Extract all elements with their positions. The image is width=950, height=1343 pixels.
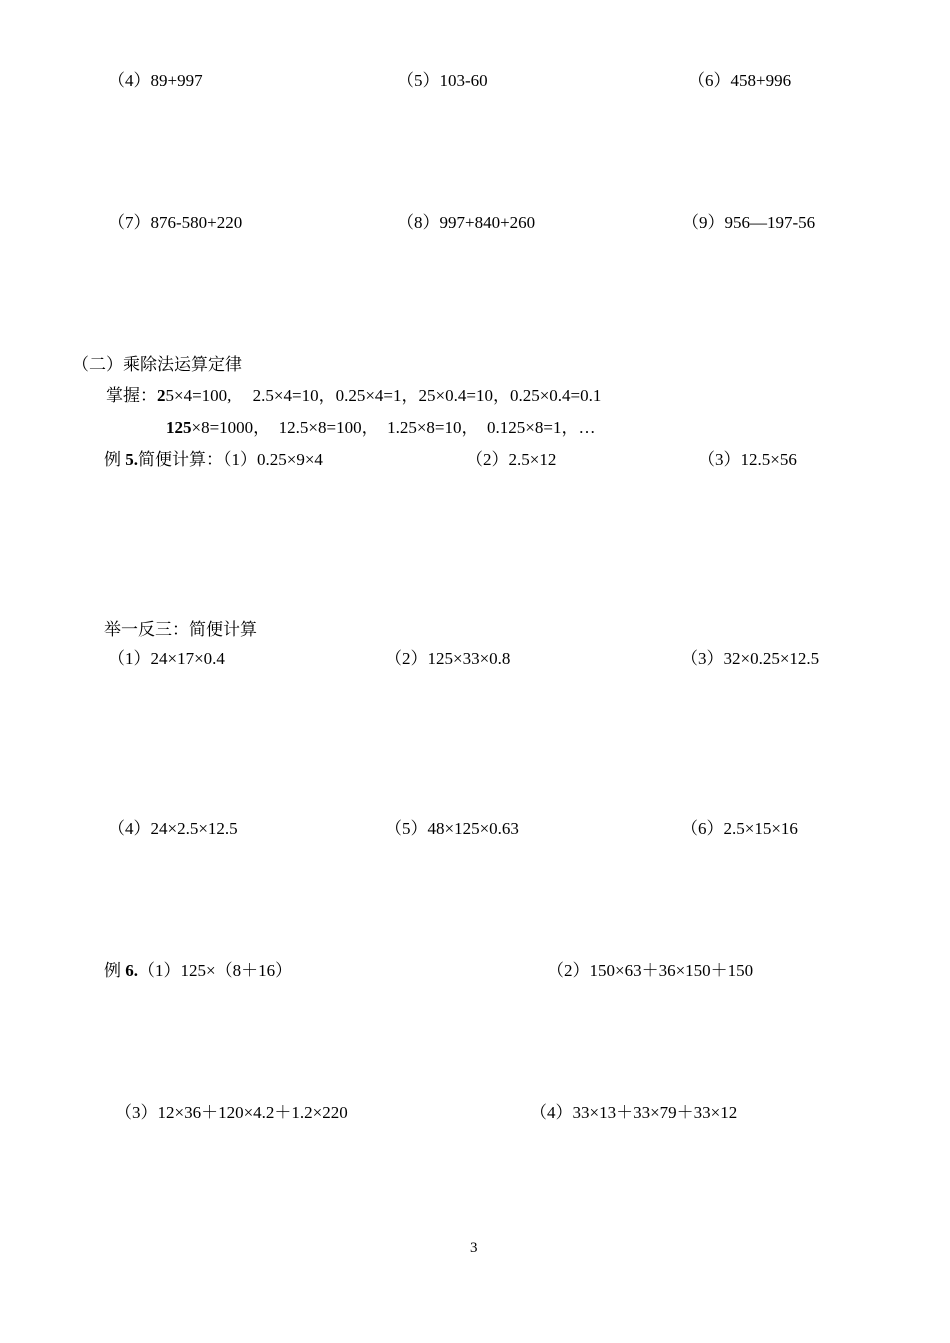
practice-problem-4: （4）24×2.5×12.5 bbox=[108, 819, 238, 838]
example-5-number: 5. bbox=[125, 450, 138, 469]
practice-problem-1: （1）24×17×0.4 bbox=[108, 649, 225, 668]
example-5-prefix: 例 bbox=[104, 450, 126, 469]
mastery-label: 掌握： bbox=[106, 386, 157, 405]
mastery-line-2-text: ×8=1000， 12.5×8=100， 1.25×8=10， 0.125×8=1，… bbox=[191, 418, 596, 437]
practice-problem-3: （3）32×0.25×12.5 bbox=[681, 649, 820, 668]
example-5-text: 简便计算：（1）0.25×9×4 bbox=[138, 450, 323, 469]
problem-9: （9）956—197-56 bbox=[682, 213, 816, 232]
problem-5: （5）103-60 bbox=[397, 71, 488, 90]
practice-problem-2: （2）125×33×0.8 bbox=[385, 649, 511, 668]
page-number: 3 bbox=[470, 1240, 478, 1256]
problem-8: （8）997+840+260 bbox=[397, 213, 536, 232]
mastery-line-2-bold: 125 bbox=[166, 418, 192, 437]
example-6-text: （1）125×（8＋16） bbox=[138, 961, 293, 980]
mastery-line-1-bold: 2 bbox=[157, 386, 166, 405]
example-6-problem-2: （2）150×63＋36×150＋150 bbox=[547, 961, 754, 980]
example-5-problem-2: （2）2.5×12 bbox=[466, 450, 557, 469]
problem-7: （7）876-580+220 bbox=[108, 213, 243, 232]
mastery-line-1-text: 5×4=100, 2.5×4=10，0.25×4=1，25×0.4=10，0.25×0.4=0.1 bbox=[165, 386, 602, 405]
practice-problem-5: （5）48×125×0.63 bbox=[385, 819, 519, 838]
example-6-problem-4: （4）33×13＋33×79＋33×12 bbox=[530, 1103, 738, 1122]
practice-problem-6: （6）2.5×15×16 bbox=[681, 819, 798, 838]
practice-heading: 举一反三：简便计算 bbox=[104, 620, 257, 639]
example-5-problem-3: （3）12.5×56 bbox=[698, 450, 797, 469]
example-5-problem-1 bbox=[104, 450, 323, 470]
example-6-problem-1 bbox=[104, 961, 292, 981]
example-6-number: 6. bbox=[125, 961, 138, 980]
mastery-line-2 bbox=[166, 418, 595, 438]
mastery-line-1 bbox=[106, 386, 601, 406]
problem-6: （6）458+996 bbox=[688, 71, 792, 90]
example-6-prefix: 例 bbox=[104, 961, 126, 980]
problem-4: （4）89+997 bbox=[108, 71, 203, 90]
section-heading-multiplication-division: （二）乘除法运算定律 bbox=[72, 355, 242, 374]
example-6-problem-3: （3）12×36＋120×4.2＋1.2×220 bbox=[115, 1103, 348, 1122]
